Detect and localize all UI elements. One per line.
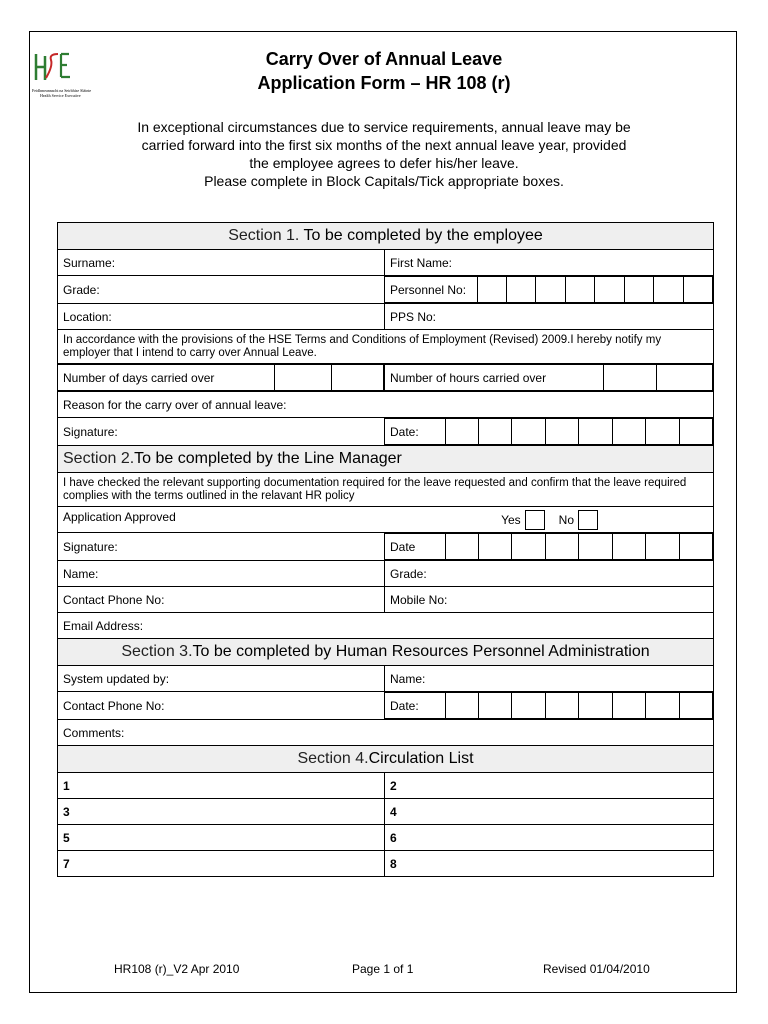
section3-prefix: Section 3. [121, 643, 193, 660]
date-box[interactable] [612, 534, 645, 560]
circulation-item[interactable]: 5 [58, 825, 385, 851]
date-box[interactable] [512, 693, 545, 719]
manager-signature-field[interactable] [58, 533, 385, 561]
hse-logo-icon [32, 50, 72, 84]
hse-logo [32, 50, 96, 108]
system-updated-label: System updated by: [63, 671, 170, 686]
form-title-line2: Application Form – HR 108 (r) [257, 73, 511, 93]
no-label: No [558, 512, 575, 527]
section1-prefix: Section 1. [228, 227, 300, 244]
hr-name-label: Name: [390, 671, 426, 686]
date-box[interactable] [478, 693, 511, 719]
employee-declaration: In accordance with the provisions of the HSE Terms and Conditions of Employment (Revised) 2009.I hereby notify my employer that I intend to carry over Annual Leave. [58, 330, 714, 364]
personnel-no-box[interactable] [506, 277, 535, 303]
logo-line-english: Health Service Executive [40, 93, 81, 98]
circulation-item[interactable]: 1 [58, 773, 385, 799]
days-carried-box[interactable] [274, 365, 331, 391]
manager-email-label: Email Address: [63, 618, 144, 633]
circulation-item[interactable]: 7 [58, 851, 385, 877]
date-box[interactable] [512, 534, 545, 560]
comments-field[interactable] [58, 720, 714, 746]
manager-email-field[interactable] [58, 613, 714, 639]
intro-line3: the employee agrees to defer his/her leave. [249, 155, 519, 171]
surname-label: Surname: [63, 255, 116, 270]
date-box[interactable] [579, 419, 612, 445]
circulation-item[interactable]: 6 [385, 825, 714, 851]
application-form-table [57, 222, 714, 877]
personnel-no-box[interactable] [683, 277, 712, 303]
date-box[interactable] [579, 534, 612, 560]
date-box[interactable] [445, 534, 478, 560]
days-carried-box[interactable] [331, 365, 384, 391]
section4-prefix: Section 4. [297, 750, 369, 767]
footer-page: Page 1 of 1 [352, 962, 414, 976]
personnel-no-box[interactable] [624, 277, 653, 303]
grade-label: Grade: [63, 282, 100, 297]
location-field[interactable] [58, 304, 385, 330]
yes-label: Yes [501, 512, 521, 527]
manager-name-label: Name: [63, 566, 99, 581]
date-box[interactable] [445, 419, 478, 445]
personnel-no-box[interactable] [536, 277, 565, 303]
manager-grade-field[interactable] [385, 561, 714, 587]
hr-date-label: Date: [385, 693, 445, 719]
employee-signature-field[interactable] [58, 418, 385, 446]
footer-revised: Revised 01/04/2010 [543, 962, 650, 976]
section1-title: To be completed by the employee [299, 227, 543, 244]
hours-carried-box[interactable] [603, 365, 656, 391]
intro-line4: Please complete in Block Capitals/Tick appropriate boxes. [204, 173, 564, 189]
circulation-item[interactable]: 8 [385, 851, 714, 877]
pps-no-field[interactable] [385, 304, 714, 330]
date-box[interactable] [646, 419, 679, 445]
date-box[interactable] [478, 534, 511, 560]
intro-line2: carried forward into the first six months of the next annual leave year, provided [141, 137, 627, 153]
section2-title: To be completed by the Line Manager [134, 450, 402, 467]
section2-prefix: Section 2. [63, 450, 135, 467]
hours-carried-box[interactable] [656, 365, 713, 391]
date-box[interactable] [478, 419, 511, 445]
manager-mobile-label: Mobile No: [390, 592, 448, 607]
application-approved-label: Application Approved [63, 509, 176, 524]
section3-header [58, 639, 714, 666]
personnel-no-box[interactable] [595, 277, 624, 303]
surname-field[interactable] [58, 250, 385, 276]
comments-label: Comments: [63, 725, 125, 740]
date-box[interactable] [612, 419, 645, 445]
manager-date-label: Date [385, 534, 445, 560]
employee-signature-label: Signature: [63, 424, 118, 439]
date-box[interactable] [646, 693, 679, 719]
manager-phone-label: Contact Phone No: [63, 592, 165, 607]
date-box[interactable] [445, 693, 478, 719]
employee-date-label: Date: [385, 419, 445, 445]
first-name-label: First Name: [390, 255, 453, 270]
manager-phone-field[interactable] [58, 587, 385, 613]
hr-phone-field[interactable] [58, 692, 385, 720]
date-box[interactable] [545, 693, 578, 719]
no-checkbox[interactable] [578, 510, 598, 530]
section4-header [58, 746, 714, 773]
manager-declaration: I have checked the relevant supporting documentation required for the leave requested and confirm that the leave required complies with the terms outlined in the relavant HR policy [58, 473, 714, 507]
location-label: Location: [63, 309, 112, 324]
date-box[interactable] [512, 419, 545, 445]
form-title-line1: Carry Over of Annual Leave [265, 49, 503, 69]
footer-version: HR108 (r)_V2 Apr 2010 [114, 962, 240, 976]
date-box[interactable] [612, 693, 645, 719]
reason-label: Reason for the carry over of annual leave: [63, 397, 287, 412]
hr-phone-label: Contact Phone No: [63, 698, 165, 713]
manager-mobile-field[interactable] [385, 587, 714, 613]
date-box[interactable] [679, 534, 712, 560]
first-name-field[interactable] [385, 250, 714, 276]
intro-line1: In exceptional circumstances due to service requirements, annual leave may be [137, 119, 631, 135]
personnel-no-box[interactable] [654, 277, 683, 303]
manager-signature-label: Signature: [63, 539, 118, 554]
date-box[interactable] [646, 534, 679, 560]
system-updated-field[interactable] [58, 666, 385, 692]
hours-carried-label: Number of hours carried over [385, 365, 603, 391]
manager-name-field[interactable] [58, 561, 385, 587]
section3-title: To be completed by Human Resources Personnel Administration [192, 643, 650, 660]
personnel-no-box[interactable] [477, 277, 506, 303]
section2-header [58, 446, 714, 473]
application-approved-row [58, 507, 714, 533]
circulation-item[interactable]: 3 [58, 799, 385, 825]
personnel-no-box[interactable] [565, 277, 594, 303]
grade-field[interactable] [58, 276, 385, 304]
manager-grade-label: Grade: [390, 566, 427, 581]
hr-name-field[interactable] [385, 666, 714, 692]
personnel-no-label: Personnel No: [385, 277, 477, 303]
date-box[interactable] [545, 534, 578, 560]
date-box[interactable] [579, 693, 612, 719]
date-box[interactable] [679, 693, 712, 719]
yes-checkbox[interactable] [525, 510, 545, 530]
days-carried-label: Number of days carried over [58, 365, 274, 391]
date-box[interactable] [545, 419, 578, 445]
circulation-item[interactable]: 4 [385, 799, 714, 825]
pps-no-label: PPS No: [390, 309, 437, 324]
section1-header [58, 223, 714, 250]
logo-line-irish: Feidhmeannacht na Seirbhíse Sláinte [32, 88, 92, 93]
reason-field[interactable] [58, 392, 714, 418]
circulation-item[interactable]: 2 [385, 773, 714, 799]
date-box[interactable] [679, 419, 712, 445]
section4-title: Circulation List [368, 750, 474, 767]
